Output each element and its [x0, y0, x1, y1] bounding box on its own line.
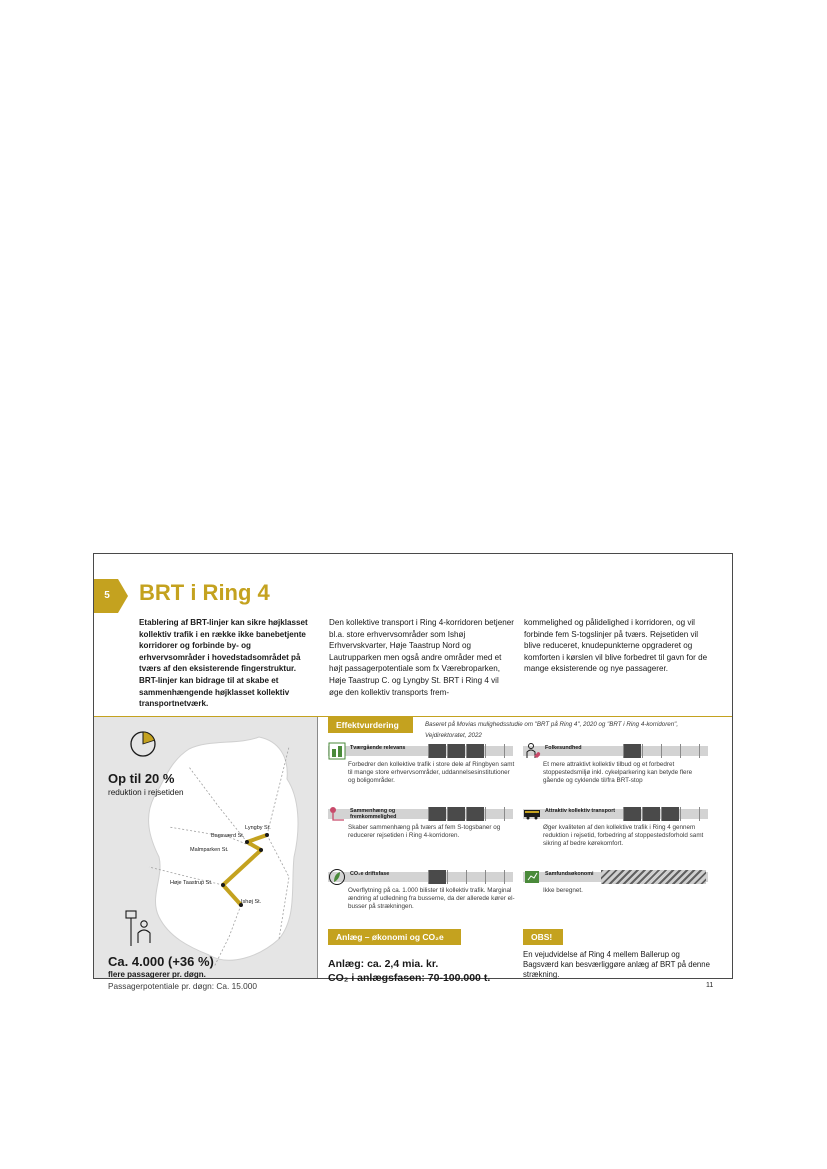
- passenger-stop-icon: [125, 910, 159, 948]
- rating-cell: [661, 807, 679, 821]
- leaf-icon: [328, 868, 346, 886]
- effect-label: Samfundsøkonomi: [545, 871, 594, 877]
- rating-cell: [428, 807, 446, 821]
- person-heart-icon: [523, 742, 541, 760]
- rating-tick: [661, 807, 662, 821]
- effect-description: Overflytning på ca. 1.000 bilister til kollektiv trafik. Marginal ændring af udledning fra busserne, da der allerede kører el-busser på strækningen.: [348, 887, 515, 910]
- rating-tick: [466, 807, 467, 821]
- effect-label: Folkesundhed: [545, 745, 582, 751]
- effect-item: [328, 744, 513, 785]
- station-label-hoje-taastrup: Høje Taastrup St.: [170, 880, 213, 886]
- rating-cell: [428, 870, 446, 884]
- rating-tick: [680, 807, 681, 821]
- rating-tick: [623, 744, 624, 758]
- effect-item: [523, 870, 708, 895]
- effect-label: Sammenhæng og fremkommelighed: [350, 808, 397, 820]
- time-reduction-value: Op til 20 %: [108, 771, 175, 786]
- effect-source-note: Baseret på Movias mulighedsstudie om "BRT på Ring 4", 2020 og "BRT i Ring 4-korridoren", Vejdirektoratet, 2022: [425, 721, 679, 739]
- station-dot-lyngby: [265, 833, 269, 837]
- rating-cell: [447, 807, 465, 821]
- rating-tick: [504, 807, 505, 821]
- section-number: 5: [104, 590, 110, 601]
- rating-cell: [623, 807, 641, 821]
- effect-description: Skaber sammenhæng på tværs af fem S-togsbaner og reducerer rejsetiden i Ring 4-korridoren.: [348, 824, 501, 839]
- construction-cost: Anlæg: ca. 2,4 mia. kr.: [328, 958, 439, 970]
- page-number: 11: [706, 982, 714, 989]
- rating-tick: [466, 870, 467, 884]
- passengers-label: flere passagerer pr. døgn.: [108, 970, 206, 979]
- construction-co2: CO₂ i anlægsfasen: 70-100.000 t.: [328, 972, 491, 984]
- effect-rating-bar: [328, 807, 513, 821]
- obs-text: En vejudvidelse af Ring 4 mellem Ballerup og Bagsværd kan besværliggøre anlæg af BRT på denne strækning.: [523, 950, 710, 979]
- left-panel: [94, 717, 317, 991]
- rating-cell: [642, 807, 660, 821]
- body-column-1: Den kollektive transport i Ring 4-korridoren betjener bl.a. store erhvervsområder som Ishøj Erhvervskvarter, Høje Taastrup Nord og Lautrupparken men også andre områder med et højt passagerpotentiale som fx Værebroparken, Høje Taastrup C. og Lyngby St. BRT i Ring 4 vil øge den kollektiv transports frem-: [329, 618, 514, 697]
- rating-tick: [699, 744, 700, 758]
- effect-item: [328, 870, 513, 911]
- station-label-ishoj: Ishøj St.: [241, 899, 262, 905]
- intro-text: Etablering af BRT-linjer kan sikre højklasset kollektiv trafik i en række ikke banebetjente korridorer og forbinde by- og erhvervsområder i hovedstadsområdet på tværs af den eksisterende fingerstruktur. BRT-linjer kan bidrage til at skabe et sammenhængende højklasset kollektiv transportnetværk.: [139, 618, 308, 709]
- rating-tick: [623, 807, 624, 821]
- rating-tick: [447, 744, 448, 758]
- rating-tick: [428, 744, 429, 758]
- rating-cell: [428, 744, 446, 758]
- station-dot-malmparken: [259, 848, 263, 852]
- station-dot-bagsvaerd: [245, 840, 249, 844]
- clock-icon: [128, 729, 158, 759]
- effect-badge: Effektvurdering: [328, 717, 413, 733]
- rating-tick: [485, 744, 486, 758]
- effect-rating-bar: [328, 870, 513, 884]
- passengers-value: Ca. 4.000 (+36 %): [108, 954, 214, 969]
- effect-item: [523, 744, 708, 785]
- effect-rating-bar: [523, 807, 708, 821]
- page-title: BRT i Ring 4: [139, 580, 270, 605]
- effect-label: Attraktiv kollektiv transport: [545, 808, 616, 814]
- rating-tick: [642, 807, 643, 821]
- economy-icon: [523, 868, 541, 886]
- rating-tick: [485, 807, 486, 821]
- effect-rating-bar: [523, 744, 708, 758]
- effect-description: Ikke beregnet.: [543, 887, 583, 894]
- rating-tick: [661, 744, 662, 758]
- rating-cell: [447, 744, 465, 758]
- station-label-bagsvaerd: Bagsværd St.: [211, 833, 245, 839]
- rating-tick: [485, 870, 486, 884]
- rating-tick: [504, 870, 505, 884]
- bus-icon: [523, 805, 541, 823]
- effect-rating-bar: [523, 870, 708, 884]
- effect-item: [523, 807, 708, 848]
- time-reduction-label: reduktion i rejsetiden: [108, 788, 184, 797]
- station-label-lyngby: Lyngby St.: [245, 825, 271, 831]
- construction-badge: Anlæg – økonomi og CO₂e: [328, 929, 461, 945]
- rating-cell: [466, 744, 484, 758]
- rating-cell: [623, 744, 641, 758]
- effect-label: CO₂e driftsfase: [350, 871, 390, 877]
- rating-tick: [428, 870, 429, 884]
- rating-tick: [447, 807, 448, 821]
- buildings-icon: [328, 742, 346, 760]
- effect-rating-bar: [328, 744, 513, 758]
- rating-tick: [504, 744, 505, 758]
- effect-item: [328, 807, 513, 840]
- rating-tick: [699, 807, 700, 821]
- route-pin-icon: [328, 805, 346, 823]
- effect-description: Forbedrer den kollektive trafik i store dele af Ringbyen samt til mange store erhvervsområder, uddannelsesinstitutioner og boligområder.: [348, 761, 515, 784]
- effect-description: Et mere attraktivt kollektiv tilbud og et forbedret stoppestedsmiljø inkl. cykelparkering kan betyde flere gående og cyklende til/fra BRT-stop: [543, 761, 693, 784]
- body-column-2: kommelighed og pålidelighed i korridoren, og vil forbinde fem S-togslinjer på tværs. Rejsetiden vil blive reduceret, knudepunkterne opgraderet og komforten i kørslen vil blive forbedret til gavn for de mange eksisterende og nye passagerer.: [524, 618, 708, 674]
- rating-tick: [466, 744, 467, 758]
- rating-cell: [466, 807, 484, 821]
- obs-badge: OBS!: [523, 929, 563, 945]
- station-dot-hoje-taastrup: [221, 883, 225, 887]
- panel-divider: [317, 717, 318, 978]
- effect-label: Tværgående relevans: [350, 745, 406, 751]
- passenger-potential: Passagerpotentiale pr. døgn: Ca. 15.000: [108, 981, 257, 991]
- rating-tick: [428, 807, 429, 821]
- effect-description: Øger kvaliteten af den kollektive trafik i Ring 4 gennem reduktion i rejsetid, forbedring af stoppestedsforhold samt sikring af bedre kørekomfort.: [543, 824, 704, 847]
- rating-tick: [447, 870, 448, 884]
- rating-tick: [680, 744, 681, 758]
- page-frame: [93, 553, 733, 991]
- station-label-malmparken: Malmparken St.: [190, 847, 229, 853]
- rating-tick: [642, 744, 643, 758]
